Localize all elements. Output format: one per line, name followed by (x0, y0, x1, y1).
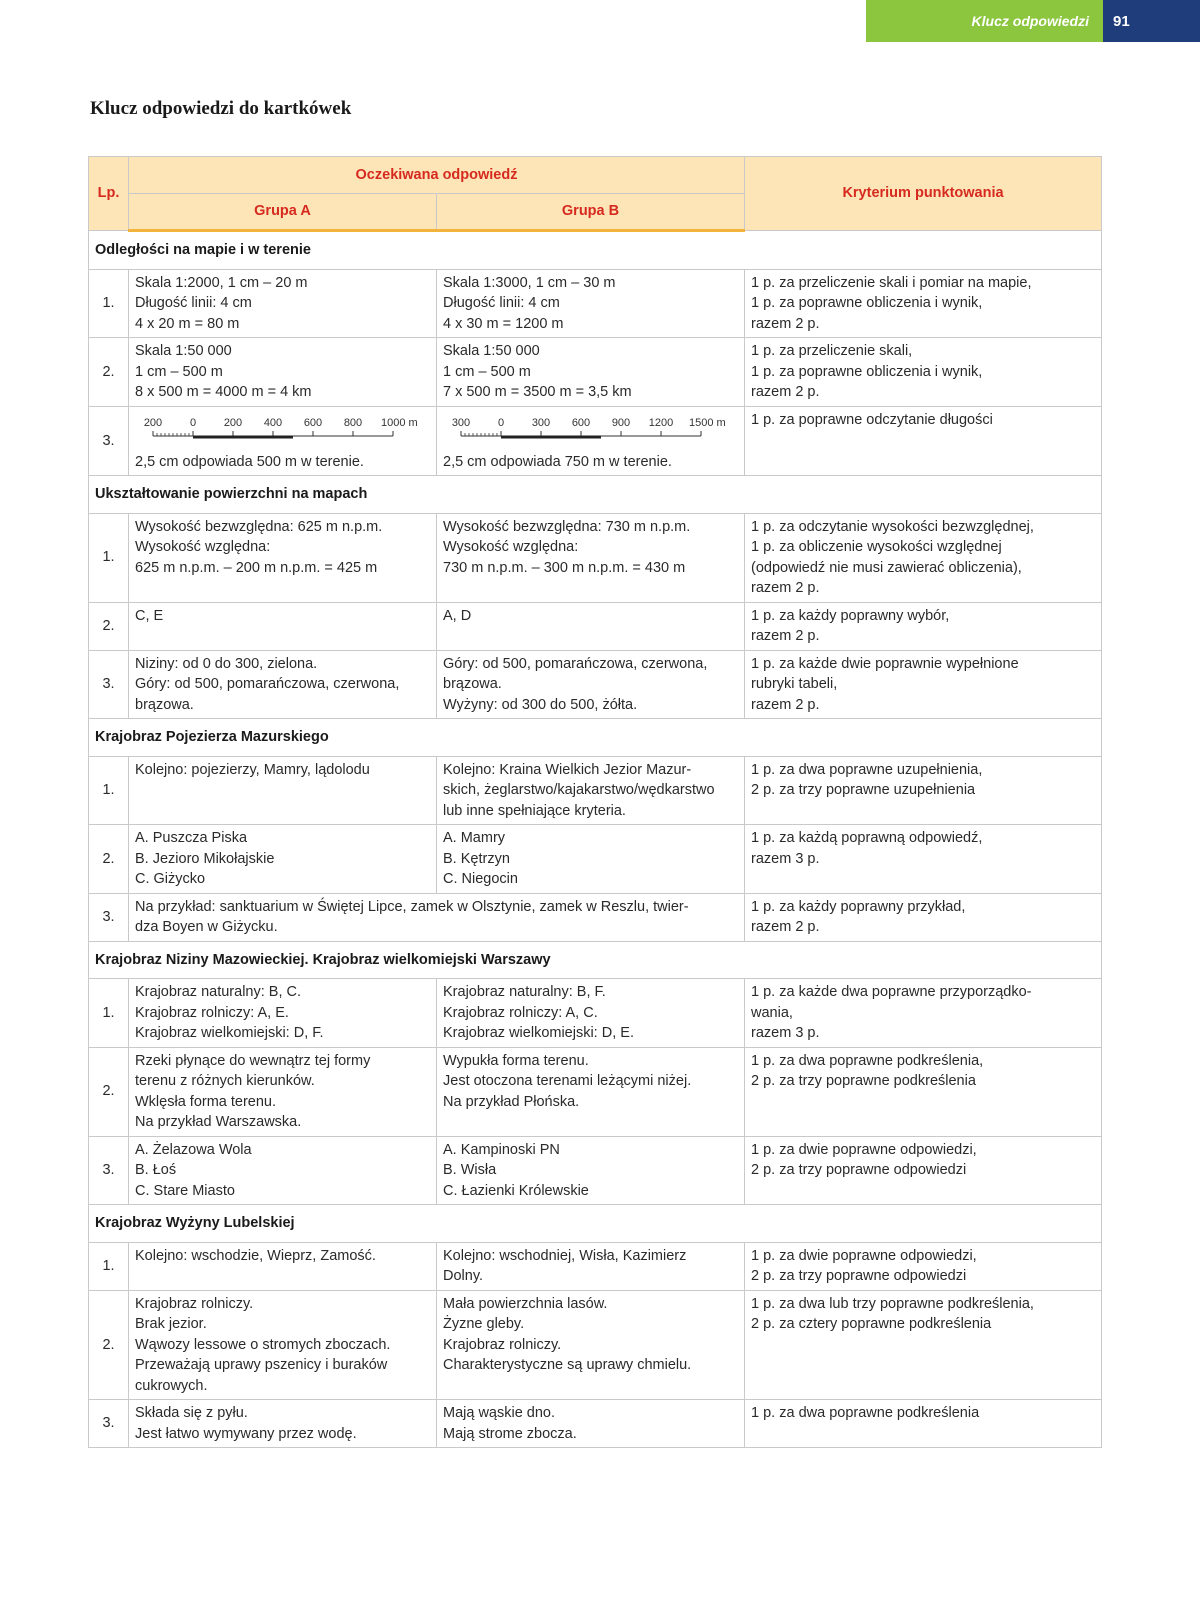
row-number: 2. (89, 338, 129, 407)
answer-group-a (129, 1290, 437, 1400)
table-row (89, 979, 1102, 1048)
table-row (89, 1290, 1102, 1400)
criteria-line: 2 p. za trzy poprawne odpowiedzi (751, 1162, 967, 1178)
answer-line: Wysokość bezwzględna: 730 m n.p.m. (443, 518, 691, 535)
row-number: 2. (89, 1047, 129, 1136)
criteria-line: (odpowiedź nie musi zawierać obliczenia), (751, 559, 1022, 576)
criteria-line: 1 p. za każdy poprawny przykład, (751, 898, 966, 915)
answer-group-a (129, 979, 437, 1048)
scoring-criteria (745, 1400, 1102, 1448)
section-row (89, 941, 1102, 979)
column-criteria-header: Kryterium punktowania (745, 157, 1102, 231)
scoring-criteria (745, 602, 1102, 650)
answer-line: 1 cm – 500 m (135, 363, 223, 380)
row-number: 2. (89, 825, 129, 894)
answer-line: Na przykład Warszawska. (135, 1114, 302, 1130)
section-row (89, 719, 1102, 757)
answer-line: A. Żelazowa Wola (135, 1141, 252, 1158)
answer-line: Wysokość bezwzględna: 625 m n.p.m. (135, 518, 383, 535)
row-number: 3. (89, 650, 129, 719)
answer-line: lub inne spełniające kryteria. (443, 802, 626, 819)
answer-line: 1 cm – 500 m (443, 363, 531, 380)
answer-line: Żyzne gleby. (443, 1316, 525, 1332)
criteria-line: 1 p. za dwa poprawne podkreślenia, (751, 1052, 984, 1069)
column-group-b-header: Grupa B (437, 194, 745, 231)
answer-line: Krajobraz wielkomiejski: D, E. (443, 1025, 634, 1041)
answer-line: Wyżyny: od 300 do 500, żółta. (443, 696, 638, 713)
answer-line: Długość linii: 4 cm (443, 295, 560, 311)
row-number: 1. (89, 513, 129, 602)
answer-line: Krajobraz rolniczy: A, E. (135, 1004, 289, 1021)
criteria-line: 1 p. za poprawne odczytanie długości (751, 411, 993, 428)
answer-line: Wysokość względna: (443, 539, 579, 555)
answer-line: Na przykład Płońska. (443, 1093, 580, 1110)
column-expected-header: Oczekiwana odpowiedź (129, 157, 745, 194)
answer-group-a (129, 602, 437, 650)
answer-line: C. Stare Miasto (135, 1182, 235, 1199)
criteria-line: rubryki tabeli, (751, 676, 838, 692)
criteria-line: 1 p. za obliczenie wysokości względnej (751, 539, 1002, 555)
answer-line: Wąwozy lessowe o stromych zboczach. (135, 1336, 391, 1353)
scoring-criteria (745, 1290, 1102, 1400)
row-number: 1. (89, 979, 129, 1048)
scale-tick-label: 800 (343, 416, 363, 429)
answer-group-a (129, 825, 437, 894)
answer-line: 2,5 cm odpowiada 750 m w terenie. (443, 453, 672, 470)
answer-line: 8 x 500 m = 4000 m = 4 km (135, 384, 312, 400)
criteria-line: 1 p. za dwa poprawne uzupełnienia, (751, 761, 983, 778)
answer-line: Przeważają uprawy pszenicy i buraków (135, 1357, 388, 1373)
answer-group-a (129, 269, 437, 338)
answer-line: Kolejno: wschodniej, Wisła, Kazimierz (443, 1247, 687, 1264)
answer-line: skich, żeglarstwo/kajakarstwo/wędkarstwo (443, 782, 715, 798)
answer-line: C. Łazienki Królewskie (443, 1182, 589, 1199)
answer-line: Krajobraz rolniczy. (135, 1295, 254, 1312)
row-number: 3. (89, 406, 129, 476)
row-number: 3. (89, 893, 129, 941)
column-lp-header: Lp. (89, 157, 129, 231)
answer-line: Krajobraz rolniczy: A, C. (443, 1004, 598, 1021)
criteria-line: 1 p. za każdą poprawną odpowiedź, (751, 830, 983, 846)
row-number: 1. (89, 269, 129, 338)
answer-line: 4 x 30 m = 1200 m (443, 315, 564, 332)
answer-line: Na przykład: sanktuarium w Świętej Lipce, zamek w Olsztynie, zamek w Reszlu, twier- (135, 898, 689, 915)
answer-line: 4 x 20 m = 80 m (135, 315, 240, 332)
criteria-line: 1 p. za poprawne obliczenia i wynik, (751, 295, 983, 311)
answer-line: Składa się z pyłu. (135, 1405, 248, 1421)
scale-tick-label: 600 (303, 416, 323, 429)
scale-tick-label: 200 (223, 416, 243, 429)
scale-tick-label: 200 (143, 416, 163, 429)
answer-line: A. Mamry (443, 830, 506, 846)
answer-line: Jest łatwo wymywany przez wodę. (135, 1425, 357, 1442)
map-scale-bar (135, 416, 425, 446)
answer-line: cukrowych. (135, 1377, 208, 1394)
answer-line: A. Puszcza Piska (135, 830, 248, 846)
map-scale-bar (443, 416, 733, 446)
answer-key-table (88, 156, 1102, 1448)
answer-line: Jest otoczona terenami leżącymi niżej. (443, 1073, 692, 1089)
scale-tick-label: 300 (451, 416, 471, 429)
column-group-a-header: Grupa A (129, 194, 437, 231)
table-row (89, 338, 1102, 407)
criteria-line: razem 3 p. (751, 1025, 820, 1041)
table-row (89, 825, 1102, 894)
section-title: Krajobraz Niziny Mazowieckiej. Krajobraz wielkomiejski Warszawy (89, 941, 1102, 979)
criteria-line: 1 p. za przeliczenie skali i pomiar na mapie, (751, 274, 1032, 291)
answer-group-a (129, 406, 437, 476)
answer-group-b (437, 825, 745, 894)
scoring-criteria (745, 338, 1102, 407)
criteria-line: razem 2 p. (751, 384, 820, 400)
answer-line: Skala 1:2000, 1 cm – 20 m (135, 274, 308, 291)
answer-group-a (129, 650, 437, 719)
criteria-line: 2 p. za cztery poprawne podkreślenia (751, 1316, 992, 1332)
answer-line: 2,5 cm odpowiada 500 m w terenie. (135, 453, 364, 470)
answer-group-a (129, 513, 437, 602)
criteria-line: wania, (751, 1004, 793, 1021)
answer-group-a (129, 1242, 437, 1290)
answer-line: Mają wąskie dno. (443, 1405, 556, 1421)
criteria-line: razem 2 p. (751, 628, 820, 644)
answer-line: B. Wisła (443, 1162, 497, 1178)
section-title: Krajobraz Wyżyny Lubelskiej (89, 1205, 1102, 1243)
answer-line: Niziny: od 0 do 300, zielona. (135, 655, 318, 672)
scoring-criteria (745, 1136, 1102, 1205)
answer-line: B. Jezioro Mikołajskie (135, 850, 275, 867)
section-title: Odległości na mapie i w terenie (89, 231, 1102, 270)
criteria-line: 2 p. za trzy poprawne odpowiedzi (751, 1268, 967, 1284)
criteria-line: 1 p. za przeliczenie skali, (751, 343, 913, 359)
page-number: 91 (1113, 13, 1130, 30)
answer-line: C. Niegocin (443, 871, 518, 887)
scoring-criteria (745, 825, 1102, 894)
section-row (89, 476, 1102, 514)
answer-line: Mają strome zbocza. (443, 1425, 577, 1442)
answer-group-b (437, 406, 745, 476)
table-row (89, 602, 1102, 650)
answer-line: Krajobraz wielkomiejski: D, F. (135, 1025, 324, 1041)
section-title: Ukształtowanie powierzchni na mapach (89, 476, 1102, 514)
answer-line: 7 x 500 m = 3500 m = 3,5 km (443, 384, 632, 400)
table-row (89, 650, 1102, 719)
scoring-criteria (745, 893, 1102, 941)
answer-line: B. Kętrzyn (443, 850, 510, 867)
answer-line: Charakterystyczne są uprawy chmielu. (443, 1357, 692, 1373)
scale-tick-label: 0 (497, 416, 505, 429)
scale-tick-label: 400 (263, 416, 283, 429)
table-row (89, 1047, 1102, 1136)
answer-group-b (437, 650, 745, 719)
answer-line: dza Boyen w Giżycku. (135, 919, 278, 935)
answer-group-b (437, 1136, 745, 1205)
criteria-line: 1 p. za dwie poprawne odpowiedzi, (751, 1247, 977, 1264)
answer-line: Kolejno: wschodzie, Wieprz, Zamość. (135, 1247, 376, 1264)
table-row (89, 269, 1102, 338)
scale-tick-label: 1200 (648, 416, 674, 429)
answer-group-a (129, 338, 437, 407)
answer-line: Długość linii: 4 cm (135, 295, 252, 311)
criteria-line: 1 p. za dwa poprawne podkreślenia (751, 1405, 980, 1421)
answer-line: C, E (135, 607, 164, 624)
answer-both-groups (129, 893, 745, 941)
answer-line: 625 m n.p.m. – 200 m n.p.m. = 425 m (135, 559, 378, 576)
table-row (89, 513, 1102, 602)
criteria-line: 1 p. za dwie poprawne odpowiedzi, (751, 1141, 977, 1158)
scale-tick-label: 0 (189, 416, 197, 429)
row-number: 1. (89, 1242, 129, 1290)
answer-line: brązowa. (443, 676, 502, 692)
scoring-criteria (745, 979, 1102, 1048)
answer-group-b (437, 1400, 745, 1448)
answer-line: Krajobraz naturalny: B, F. (443, 984, 606, 1000)
scale-tick-label: 900 (611, 416, 631, 429)
criteria-line: 1 p. za dwa lub trzy poprawne podkreślenia, (751, 1295, 1034, 1312)
criteria-line: razem 2 p. (751, 919, 820, 935)
answer-line: Rzeki płynące do wewnątrz tej formy (135, 1052, 371, 1069)
answer-line: 730 m n.p.m. – 300 m n.p.m. = 430 m (443, 559, 686, 576)
answer-line: Kolejno: pojezierzy, Mamry, lądolodu (135, 761, 370, 778)
criteria-line: 2 p. za trzy poprawne podkreślenia (751, 1073, 976, 1089)
answer-line: Wysokość względna: (135, 539, 271, 555)
answer-group-b (437, 979, 745, 1048)
answer-line: Dolny. (443, 1268, 484, 1284)
criteria-line: razem 2 p. (751, 580, 820, 596)
criteria-line: 1 p. za odczytanie wysokości bezwzględnej, (751, 518, 1034, 535)
scoring-criteria (745, 513, 1102, 602)
answer-group-b (437, 1047, 745, 1136)
row-number: 1. (89, 756, 129, 825)
answer-group-b (437, 513, 745, 602)
answer-group-b (437, 756, 745, 825)
table-row (89, 893, 1102, 941)
answer-line: Wklęsła forma terenu. (135, 1093, 277, 1110)
row-number: 2. (89, 1290, 129, 1400)
answer-line: brązowa. (135, 696, 194, 713)
answer-line: Skala 1:50 000 (135, 343, 232, 359)
table-row (89, 1400, 1102, 1448)
section-row (89, 231, 1102, 270)
scoring-criteria (745, 1242, 1102, 1290)
answer-line: terenu z różnych kierunków. (135, 1073, 315, 1089)
section-title: Krajobraz Pojezierza Mazurskiego (89, 719, 1102, 757)
answer-line: B. Łoś (135, 1162, 177, 1178)
answer-line: Krajobraz rolniczy. (443, 1336, 562, 1353)
answer-line: Brak jezior. (135, 1316, 207, 1332)
table-row (89, 1136, 1102, 1205)
scale-tick-label: 600 (571, 416, 591, 429)
table-row (89, 756, 1102, 825)
answer-group-b (437, 338, 745, 407)
row-number: 3. (89, 1400, 129, 1448)
header-section-label: Klucz odpowiedzi (971, 13, 1089, 29)
scoring-criteria (745, 406, 1102, 476)
criteria-line: 1 p. za każde dwie poprawnie wypełnione (751, 655, 1019, 672)
criteria-line: 1 p. za każdy poprawny wybór, (751, 607, 950, 624)
scale-tick-label: 300 (531, 416, 551, 429)
answer-line: A, D (443, 607, 472, 624)
answer-line: Mała powierzchnia lasów. (443, 1295, 608, 1312)
answer-key-body (89, 231, 1102, 1448)
answer-line: A. Kampinoski PN (443, 1141, 560, 1158)
answer-line: Skala 1:3000, 1 cm – 30 m (443, 274, 616, 291)
scoring-criteria (745, 650, 1102, 719)
criteria-line: razem 2 p. (751, 315, 820, 332)
answer-line: Góry: od 500, pomarańczowa, czerwona, (135, 676, 400, 692)
answer-line: Krajobraz naturalny: B, C. (135, 984, 302, 1000)
answer-group-a (129, 1136, 437, 1205)
scoring-criteria (745, 756, 1102, 825)
scoring-criteria (745, 269, 1102, 338)
answer-group-a (129, 1400, 437, 1448)
scoring-criteria (745, 1047, 1102, 1136)
criteria-line: 1 p. za każde dwa poprawne przyporządko- (751, 984, 1032, 1000)
criteria-line: razem 2 p. (751, 696, 820, 713)
header-section-band (866, 0, 1103, 42)
answer-line: Kolejno: Kraina Wielkich Jezior Mazur- (443, 761, 692, 778)
page-title: Klucz odpowiedzi do kartkówek (90, 98, 352, 119)
criteria-line: 2 p. za trzy poprawne uzupełnienia (751, 782, 976, 798)
section-row (89, 1205, 1102, 1243)
answer-line: Góry: od 500, pomarańczowa, czerwona, (443, 655, 708, 672)
answer-group-a (129, 756, 437, 825)
answer-line: Skala 1:50 000 (443, 343, 540, 359)
answer-group-b (437, 602, 745, 650)
row-number: 2. (89, 602, 129, 650)
answer-group-a (129, 1047, 437, 1136)
scale-tick-label: 1000 m (381, 416, 418, 429)
table-row (89, 406, 1102, 476)
table-row (89, 1242, 1102, 1290)
criteria-line: razem 3 p. (751, 850, 820, 867)
answer-group-b (437, 1290, 745, 1400)
answer-line: C. Giżycko (135, 871, 206, 887)
criteria-line: 1 p. za poprawne obliczenia i wynik, (751, 363, 983, 380)
scale-tick-label: 1500 m (689, 416, 726, 429)
answer-group-b (437, 1242, 745, 1290)
row-number: 3. (89, 1136, 129, 1205)
header-page-band (1103, 0, 1200, 42)
answer-group-b (437, 269, 745, 338)
answer-line: Wypukła forma terenu. (443, 1052, 589, 1069)
